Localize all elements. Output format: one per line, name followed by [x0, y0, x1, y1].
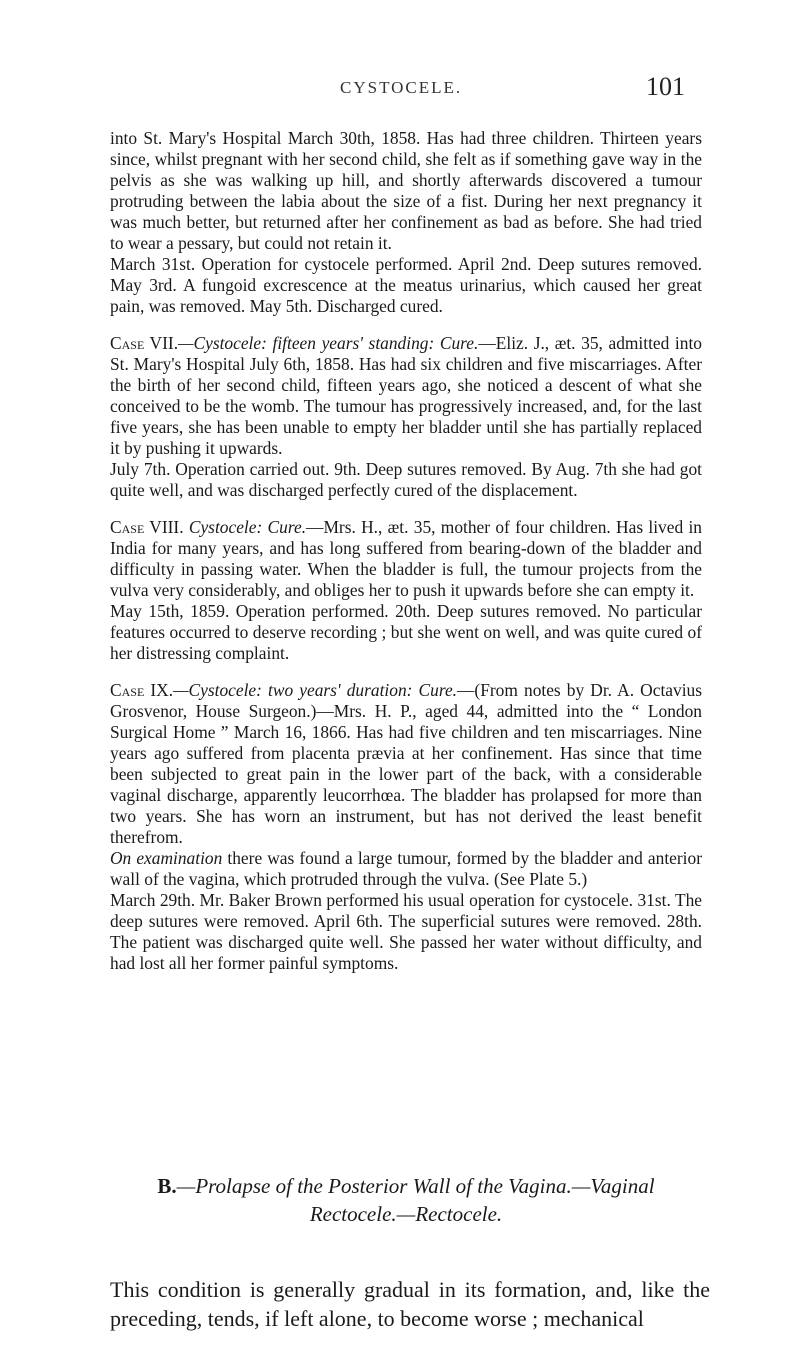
running-head: [0, 72, 800, 116]
page-body: [110, 128, 702, 974]
continuation-paragraph: into St. Mary's Hospital March 30th, 1858. Has had three children. Thirteen years since, whilst pregnant with her second child, she felt as if something gave way in the pelvis as she was walking up hill, and shortly afterwards discovered a tumour protruding between the labia about the size of a fist. During her next pregnancy it was much better, but returned after her confinement as bad as before. She had tried to wear a pessary, but could not retain it.: [110, 128, 702, 253]
case-vii-text: —Eliz. J., æt. 35, admitted into St. Mary's Hospital July 6th, 1858. Has had six children and five miscarriages. After the birth of her second child, fifteen years ago, she noticed a descent of what she conceived to be the womb. The tumour has progressively increased, and, for the last five years, she has been unable to empty her bladder until she has partially replaced it by pushing it upwards.: [110, 333, 702, 458]
case-ix-text: —(From notes by Dr. A. Octavius Grosvenor, House Surgeon.)—Mrs. H. P., aged 44, admitted into the “ London Surgical Home ” March 16, 1866. Has had five children and ten miscarriages. Nine years ago suffered from placenta prævia at her confinement. Has since that time been subjected to great pain in the lower part of the back, with a considerable vaginal discharge, apparently leucorrhœa. The bladder has prolapsed for more than two years. She has worn an instrument, but has not derived the least benefit therefrom.: [110, 680, 702, 847]
section-b-letter: B.: [157, 1174, 177, 1198]
case-ix-exam-text: there was found a large tumour, formed by the bladder and anterior wall of the vagina, which protruded through the vulva. (See Plate 5.): [110, 848, 702, 889]
case-vii-paragraph: [110, 333, 702, 459]
section-b-heading: [110, 1172, 702, 1228]
case-ix-title: —Cystocele: two years' duration: Cure.: [173, 680, 458, 700]
case-ix-paragraph: [110, 680, 702, 848]
section-b-heading-line1: —Prolapse of the Posterior Wall of the Vagina.—Vaginal: [176, 1174, 655, 1198]
case-vii-followup: July 7th. Operation carried out. 9th. Deep sutures removed. By Aug. 7th she had got quite well, and was discharged perfectly cured of the displacement.: [110, 459, 702, 500]
case-ix-followup: March 29th. Mr. Baker Brown performed his usual operation for cystocele. 31st. The deep sutures were removed. April 6th. The superficial sutures were removed. 28th. The patient was discharged quite well. She passed her water without difficulty, and had lost all her former painful symptoms.: [110, 890, 702, 973]
case-viii-text: —Mrs. H., æt. 35, mother of four children. Has lived in India for many years, and has long suffered from bearing-down of the bladder and difficulty in passing water. When the bladder is full, the tumour projects from the vulva very considerably, and obliges her to push it upwards before she can empty it.: [110, 517, 702, 600]
closing-paragraph: This condition is generally gradual in its formation, and, like the preceding, tends, if left alone, to become worse ; mechanical: [110, 1277, 710, 1331]
case-viii-paragraph: [110, 517, 702, 601]
case-viii-title: Cystocele: Cure.: [188, 517, 307, 537]
continuation-followup: March 31st. Operation for cystocele performed. April 2nd. Deep sutures removed. May 3rd. A fungoid excrescence at the meatus urinarius, which caused her great pain, was removed. May 5th. Discharged cured.: [110, 254, 702, 316]
case-vii-title: —Cystocele: fifteen years' standing: Cure.: [178, 333, 479, 353]
case-ix-label: Case IX.: [110, 680, 174, 700]
page-number: 101: [646, 72, 685, 101]
case-viii-followup: May 15th, 1859. Operation performed. 20th. Deep sutures removed. No particular features occurred to deserve recording ; but she went on well, and was quite cured of her distressing complaint.: [110, 601, 702, 663]
section-b-heading-line2: Rectocele.—Rectocele.: [309, 1202, 503, 1226]
running-head-title: CYSTOCELE.: [340, 78, 463, 97]
case-ix-examination: [110, 848, 702, 890]
case-ix-exam-label: On examination: [110, 848, 223, 868]
case-vii-label: Case VII.: [110, 333, 179, 353]
case-viii-label: Case VIII.: [110, 517, 184, 537]
